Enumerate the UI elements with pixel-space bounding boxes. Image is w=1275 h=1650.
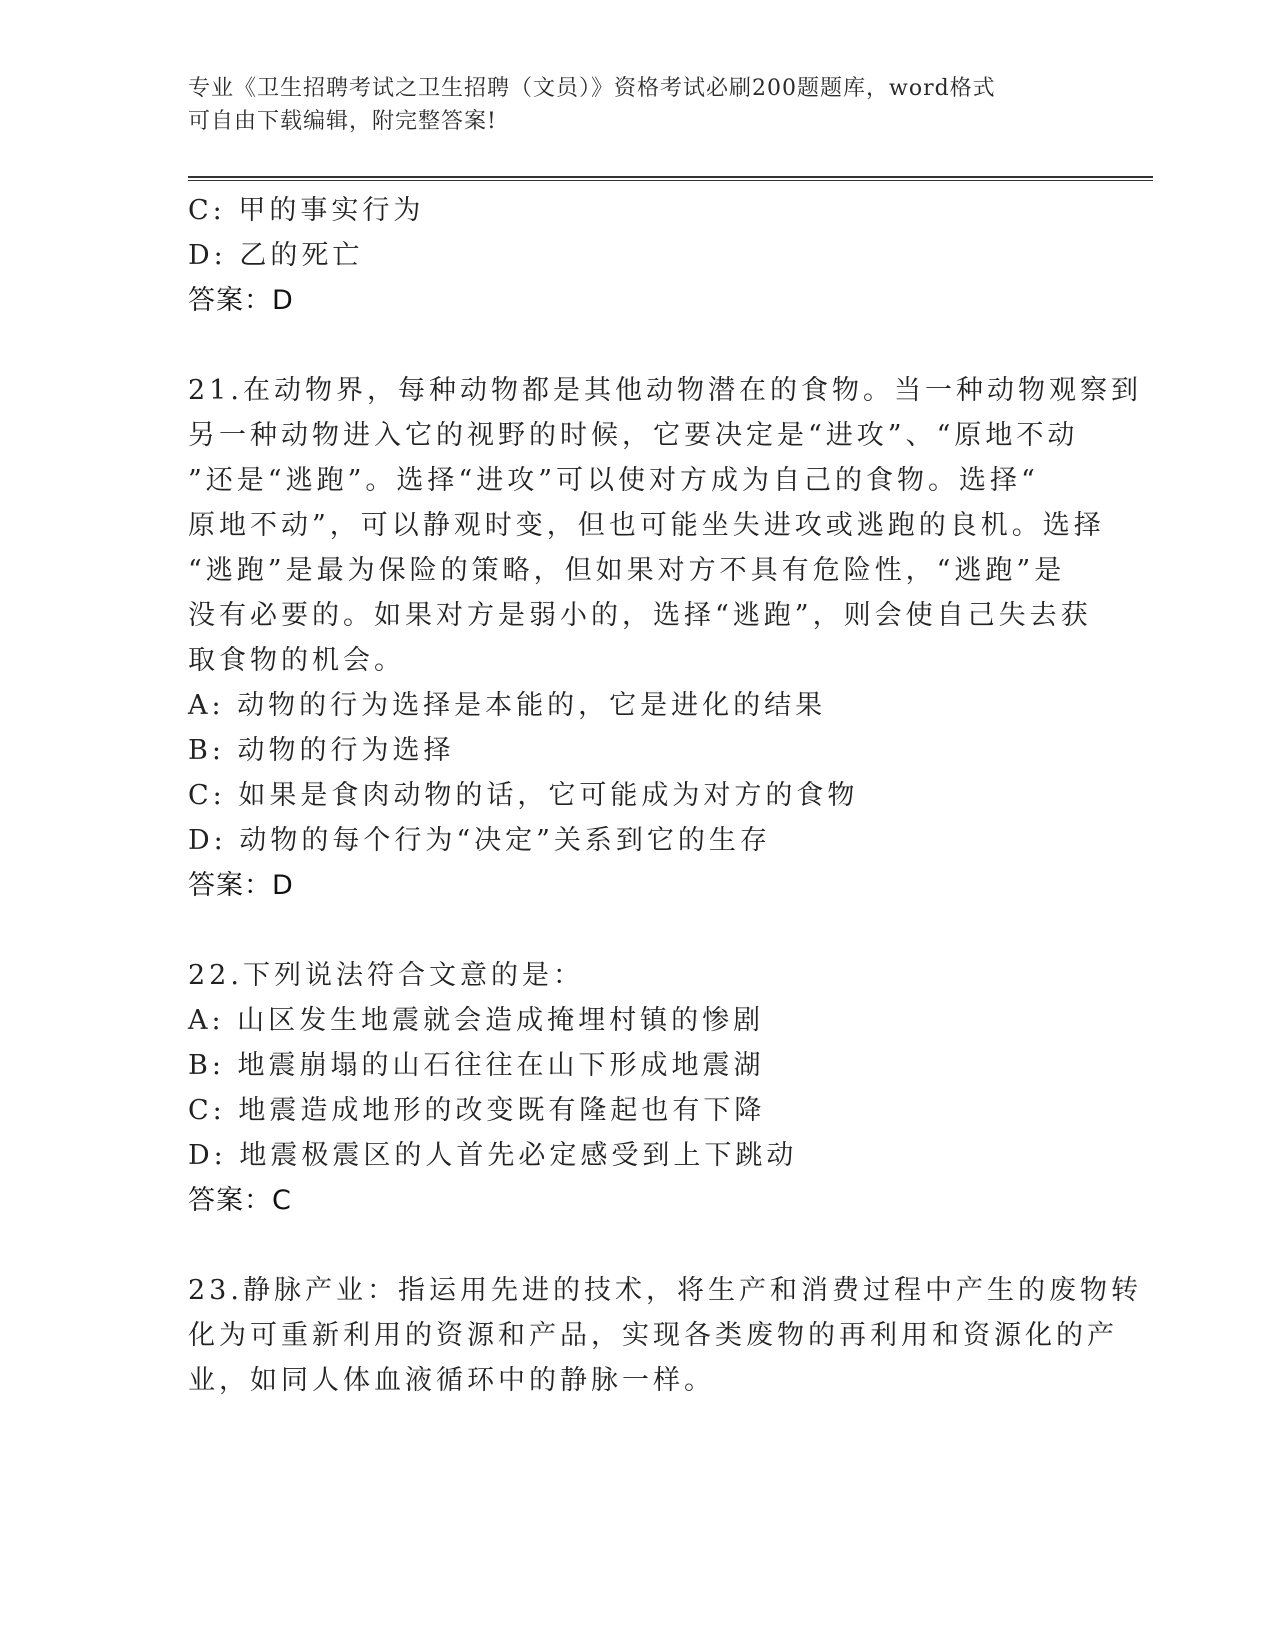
spacer — [188, 1223, 1088, 1268]
header-line-1: 专业《卫生招聘考试之卫生招聘（文员）》资格考试必刷200题题库，word格式 — [188, 76, 996, 101]
question-stem — [188, 368, 1142, 683]
spacer — [188, 908, 1088, 953]
answer-line: 答案：D — [188, 285, 294, 316]
header-line-2: 可自由下载编辑，附完整答案! — [188, 109, 497, 134]
stem-line: 22.下列说法符合文意的是： — [188, 960, 584, 991]
question-stem — [188, 1268, 1142, 1403]
stem-line: 原地不动”，可以静观时变，但也可能坐失进攻或逃跑的良机。选择 — [188, 510, 1105, 541]
option-b: B: 地震崩塌的山石往往在山下形成地震湖 — [188, 1050, 765, 1081]
stem-line: 没有必要的。如果对方是弱小的，选择“逃跑”，则会使自己失去获 — [188, 600, 1092, 631]
header-divider — [188, 176, 1153, 181]
option-d: D: 地震极震区的人首先必定感受到上下跳动 — [188, 1140, 798, 1171]
stem-line: ”还是“逃跑”。选择“进攻”可以使对方成为自己的食物。选择“ — [188, 465, 1039, 496]
stem-line: 业，如同人体血液循环中的静脉一样。 — [188, 1365, 715, 1396]
question-22 — [188, 953, 1088, 1223]
option-c: C: 甲的事实行为 — [188, 195, 425, 226]
stem-line: “逃跑”是最为保险的策略，但如果对方不具有危险性，“逃跑”是 — [188, 555, 1066, 586]
option-a: A: 动物的行为选择是本能的，它是进化的结果 — [188, 690, 827, 721]
option-a: A: 山区发生地震就会造成掩埋村镇的惨剧 — [188, 1005, 765, 1036]
question-20 — [188, 188, 1088, 323]
question-23 — [188, 1268, 1142, 1403]
answer-line: 答案：C — [188, 1185, 292, 1216]
stem-line: 化为可重新利用的资源和产品，实现各类废物的再利用和资源化的产 — [188, 1320, 1118, 1351]
page-header — [188, 72, 1068, 138]
option-c: C: 地震造成地形的改变既有隆起也有下降 — [188, 1095, 766, 1126]
stem-line: 21.在动物界，每种动物都是其他动物潜在的食物。当一种动物观察到 — [188, 375, 1142, 406]
stem-line: 取食物的机会。 — [188, 645, 405, 676]
document-body — [188, 188, 1142, 1403]
question-21 — [188, 368, 1142, 908]
spacer — [188, 323, 1088, 368]
option-c: C: 如果是食肉动物的话，它可能成为对方的食物 — [188, 780, 859, 811]
question-stem — [188, 953, 1088, 998]
option-d: D: 乙的死亡 — [188, 240, 364, 271]
stem-line: 另一种动物进入它的视野的时候，它要决定是“进攻”、“原地不动 — [188, 420, 1079, 451]
answer-line: 答案：D — [188, 870, 294, 901]
stem-line: 23.静脉产业：指运用先进的技术，将生产和消费过程中产生的废物转 — [188, 1275, 1142, 1306]
option-b: B: 动物的行为选择 — [188, 735, 455, 766]
option-d: D: 动物的每个行为“决定”关系到它的生存 — [188, 825, 771, 856]
